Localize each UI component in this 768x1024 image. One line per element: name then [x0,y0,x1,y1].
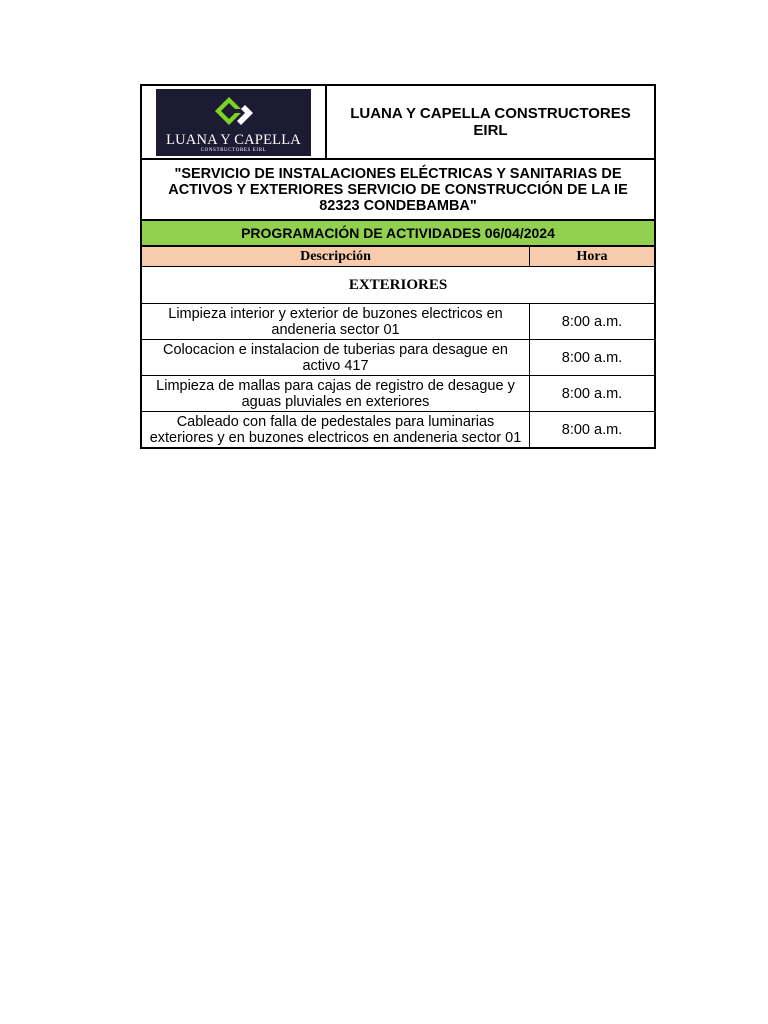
table-row [142,412,654,447]
activity-schedule-sheet [140,84,656,449]
logo-mark-icon [211,95,257,131]
project-title: "SERVICIO DE INSTALACIONES ELÉCTRICAS Y SANITARIAS DE ACTIVOS Y EXTERIORES SERVICIO DE CONSTRUCCIÓN DE LA IE 82323 CONDEBAMBA" [142,160,654,221]
logo-subtitle: CONSTRUCTORES EIRL [200,147,267,153]
activity-description [142,304,530,339]
table-row [142,304,654,340]
company-logo [156,89,311,156]
activity-description-text: Cableado con falla de pedestales para luminarias exteriores y en buzones electricos en andeneria sector 01 [149,413,522,446]
logo-name: LUANA Y CAPELLA [166,131,301,148]
logo-cell [142,86,327,158]
programacion-banner: PROGRAMACIÓN DE ACTIVIDADES 06/04/2024 [142,221,654,247]
table-row [142,340,654,376]
activity-description [142,412,530,447]
activity-time: 8:00 a.m. [561,385,623,402]
company-name: LUANA Y CAPELLA CONSTRUCTORES EIRL [350,105,631,139]
header-row [142,86,654,160]
activity-description-text: Colocacion e instalacion de tuberias para desague en activo 417 [162,341,508,374]
column-header-descripcion: Descripción [142,247,530,266]
activity-time: 8:00 a.m. [561,313,623,330]
activity-description [142,376,530,411]
table-row [142,376,654,412]
activity-description-text: Limpieza de mallas para cajas de registro de desague y aguas pluviales en exteriores [156,377,515,410]
column-header-hora: Hora [576,248,608,264]
activity-description [142,340,530,375]
activity-time: 8:00 a.m. [561,421,623,438]
activity-description-text: Limpieza interior y exterior de buzones electricos en andeneria sector 01 [168,305,503,338]
column-header-row [142,247,654,267]
activity-time: 8:00 a.m. [561,349,623,366]
section-header: EXTERIORES [142,267,654,304]
